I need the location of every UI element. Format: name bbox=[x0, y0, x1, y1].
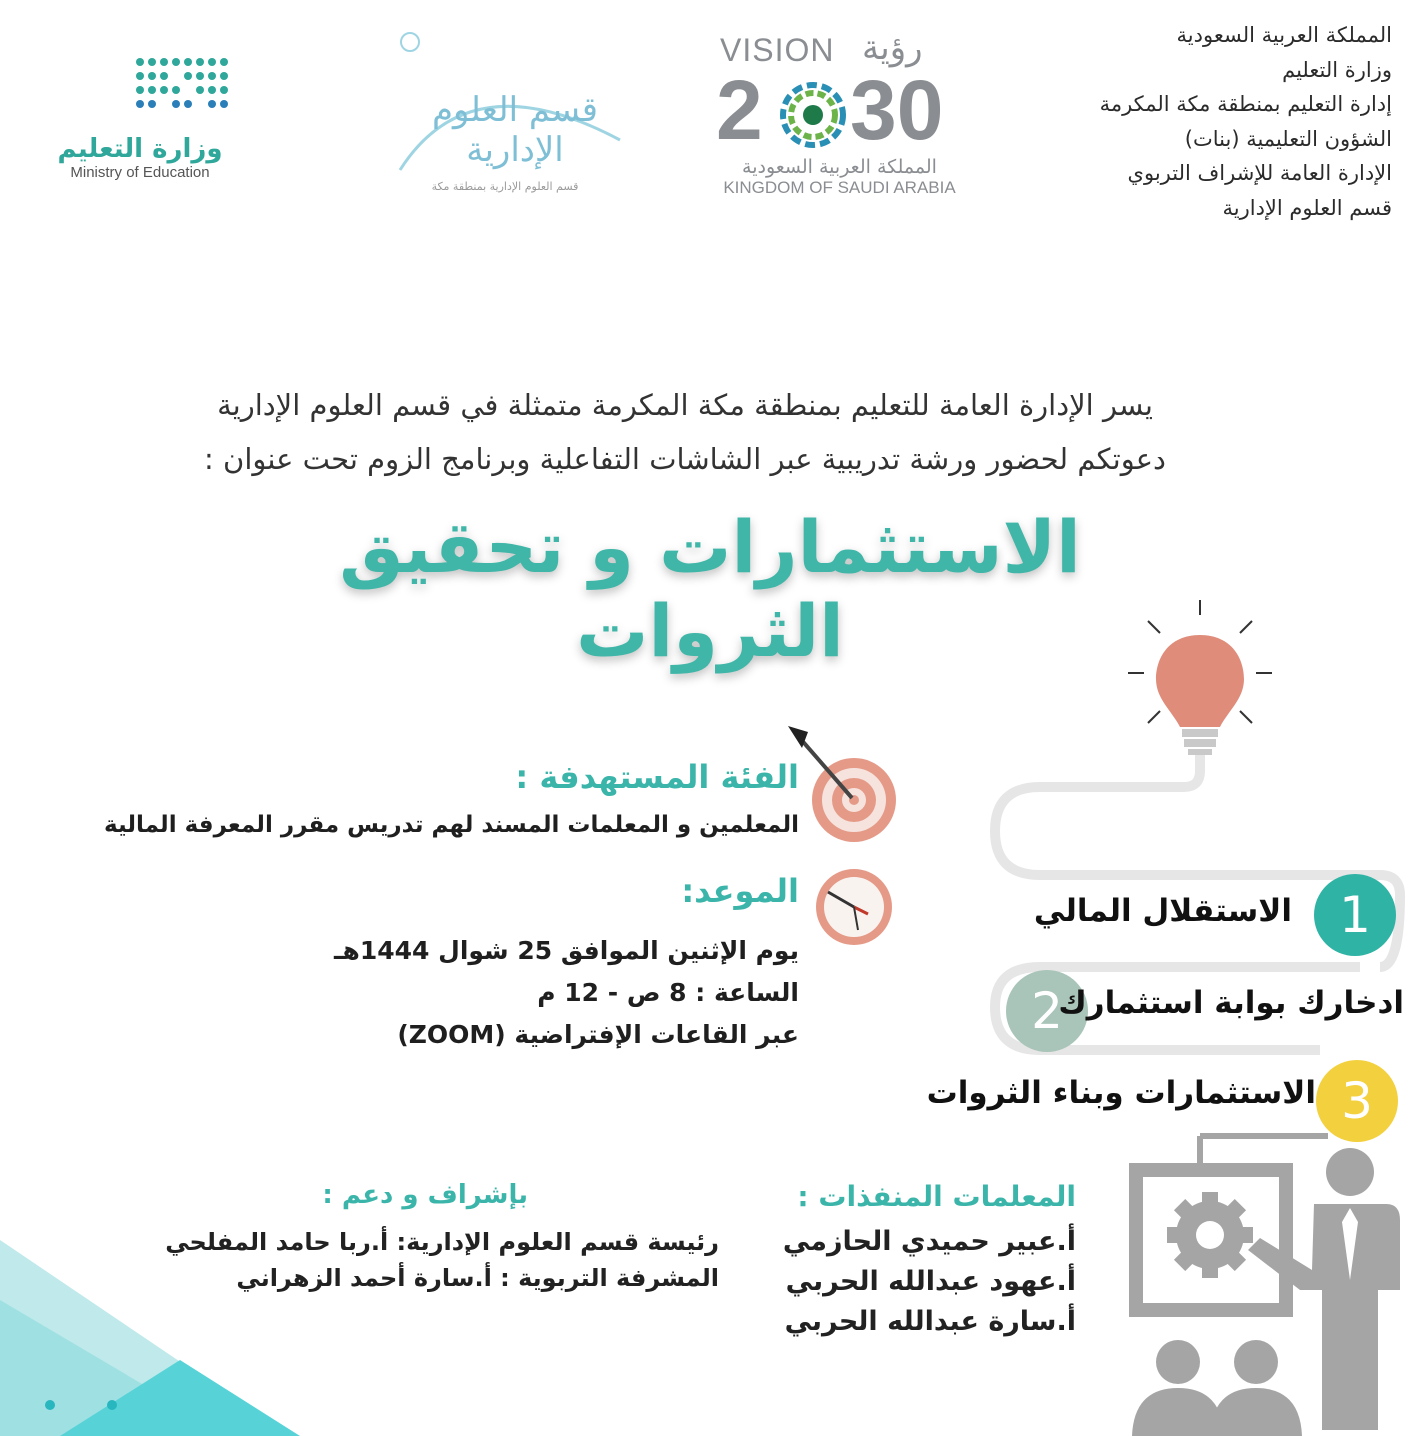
teachers-list bbox=[783, 1222, 1076, 1342]
step-1-number: 1 bbox=[1314, 874, 1396, 956]
teacher-name: أ.سارة عبدالله الحربي bbox=[784, 1306, 1076, 1337]
moe-dots-icon bbox=[40, 50, 240, 110]
org-line: قسم العلوم الإدارية bbox=[1222, 195, 1392, 220]
org-line: إدارة التعليم بمنطقة مكة المكرمة bbox=[1099, 92, 1392, 116]
invitation-intro bbox=[40, 378, 1330, 486]
dot bbox=[107, 1400, 117, 1410]
audience-heading: الفئة المستهدفة : bbox=[515, 758, 799, 796]
dept-logo-caption: قسم العلوم الإدارية بمنطقة مكة bbox=[431, 180, 579, 193]
target-icon bbox=[782, 722, 902, 846]
vision-word: VISION bbox=[720, 32, 835, 68]
intro-line: يسر الإدارة العامة للتعليم بمنطقة مكة المكرمة متمثلة في قسم العلوم الإدارية bbox=[217, 388, 1153, 422]
supervision-list bbox=[165, 1224, 719, 1296]
step-3-number: 3 bbox=[1316, 1060, 1398, 1142]
dept-logo-title: قسم العلوم الإدارية bbox=[431, 90, 599, 170]
schedule-venue: عبر القاعات الإفتراضية (ZOOM) bbox=[397, 1020, 799, 1049]
intro-line: دعوتكم لحضور ورشة تدريبية عبر الشاشات التفاعلية وبرنامج الزوم تحت عنوان : bbox=[204, 442, 1166, 476]
teacher-name: أ.عهود عبدالله الحربي bbox=[785, 1266, 1076, 1297]
vision-year-30: 30 bbox=[850, 63, 944, 157]
dot bbox=[45, 1400, 55, 1410]
supervisor-line: رئيسة قسم العلوم الإدارية: أ.ربا حامد المفلحي bbox=[165, 1228, 719, 1256]
palm-star-icon bbox=[774, 76, 852, 154]
vision-2030-logo bbox=[712, 28, 977, 202]
teachers-heading: المعلمات المنفذات : bbox=[797, 1180, 1076, 1213]
schedule-time: الساعة : 8 ص - 12 م bbox=[537, 978, 799, 1007]
moe-logo bbox=[40, 50, 240, 200]
moe-logo-arabic: وزارة التعليم bbox=[57, 134, 223, 164]
org-line: الإدارة العامة للإشراف التربوي bbox=[1127, 161, 1392, 185]
org-line: المملكة العربية السعودية bbox=[1176, 23, 1392, 47]
presenter-icon bbox=[1128, 1130, 1414, 1436]
schedule-heading: الموعد: bbox=[681, 872, 799, 910]
schedule-details bbox=[334, 930, 799, 1056]
vision-arabic: رؤية bbox=[862, 28, 923, 68]
org-line: وزارة التعليم bbox=[1282, 57, 1392, 82]
supervision-heading: بإشراف و دعم : bbox=[322, 1180, 528, 1210]
org-line: الشؤون التعليمية (بنات) bbox=[1184, 126, 1392, 151]
schedule-day: يوم الإثنين الموافق 25 شوال 1444هـ bbox=[333, 936, 799, 965]
org-header bbox=[972, 18, 1392, 225]
step-1-label: الاستقلال المالي bbox=[1033, 893, 1292, 929]
step-2-label: ادخارك بوابة استثمارك bbox=[1058, 985, 1404, 1021]
vision-country-ar: المملكة العربية السعودية bbox=[742, 156, 937, 178]
lightbulb-icon bbox=[1156, 635, 1244, 727]
bulb-icon bbox=[401, 33, 419, 51]
step-3-label: الاستثمارات وبناء الثروات bbox=[926, 1075, 1316, 1111]
workshop-title: الاستثمارات و تحقيق الثروات bbox=[339, 505, 1081, 673]
supervisor-line: المشرفة التربوية : أ.سارة أحمد الزهراني bbox=[236, 1264, 719, 1292]
teacher-name: أ.عبير حميدي الحازمي bbox=[782, 1226, 1076, 1257]
moe-logo-english: Ministry of Education bbox=[70, 164, 210, 181]
dept-logo bbox=[380, 20, 640, 200]
clock-icon bbox=[806, 866, 902, 948]
gear-icon bbox=[1167, 1192, 1253, 1278]
audience-text: المعلمين و المعلمات المسند لهم تدريس مقرر المعرفة المالية bbox=[104, 812, 799, 838]
vision-year-2: 2 bbox=[716, 63, 763, 157]
vision-country-en: KINGDOM OF SAUDI ARABIA bbox=[723, 178, 956, 197]
step-2-number: 2 bbox=[1006, 970, 1088, 1052]
